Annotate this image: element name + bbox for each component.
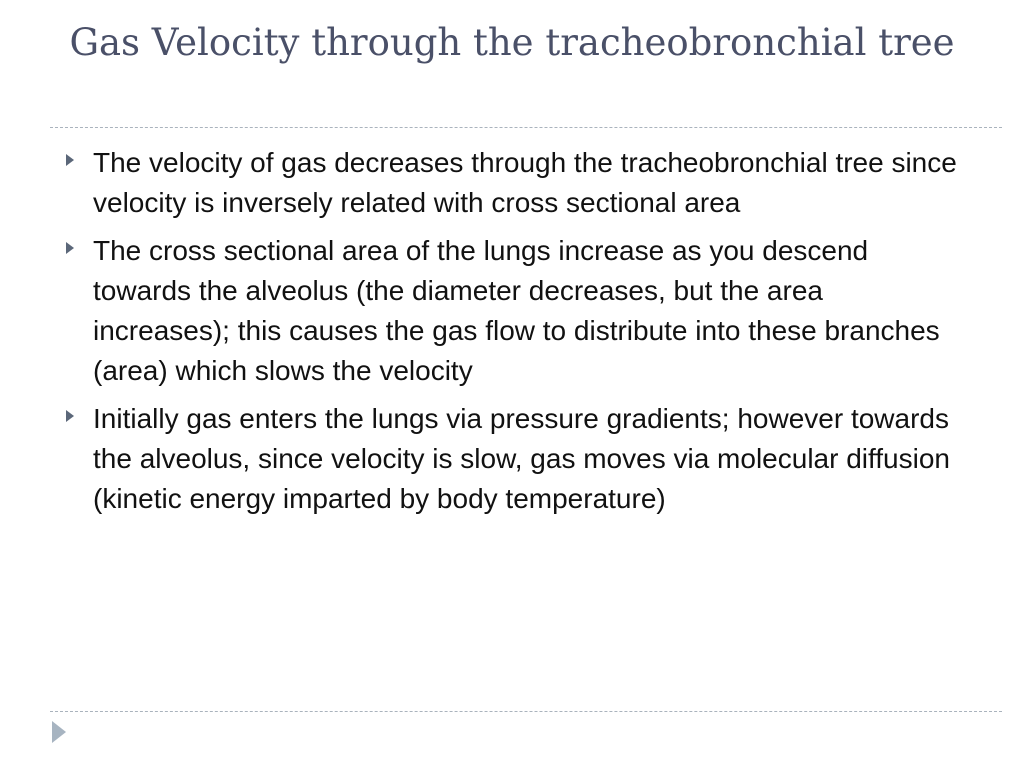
bullet-text: The cross sectional area of the lungs increase as you descend towards the alveolus (the diameter decreases, but the area increases); this causes the gas flow to distribute into these branches (area) which slows the velocity [93,235,940,386]
list-item [60,143,965,223]
next-arrow-icon[interactable] [52,721,66,743]
slide-title: Gas Velocity through the tracheobronchial tree [69,21,955,64]
bullet-text: The velocity of gas decreases through the tracheobronchial tree since velocity is inversely related with cross sectional area [93,147,957,218]
title-divider [50,127,1002,128]
bullet-list [60,143,965,527]
triangle-right-icon [66,242,74,254]
list-item [60,399,965,519]
bullet-text: Initially gas enters the lungs via pressure gradients; however towards the alveolus, since velocity is slow, gas moves via molecular diffusion (kinetic energy imparted by body temperature) [93,403,950,514]
triangle-right-icon [66,154,74,166]
list-item [60,231,965,391]
footer-divider [50,711,1002,712]
triangle-right-icon [66,410,74,422]
